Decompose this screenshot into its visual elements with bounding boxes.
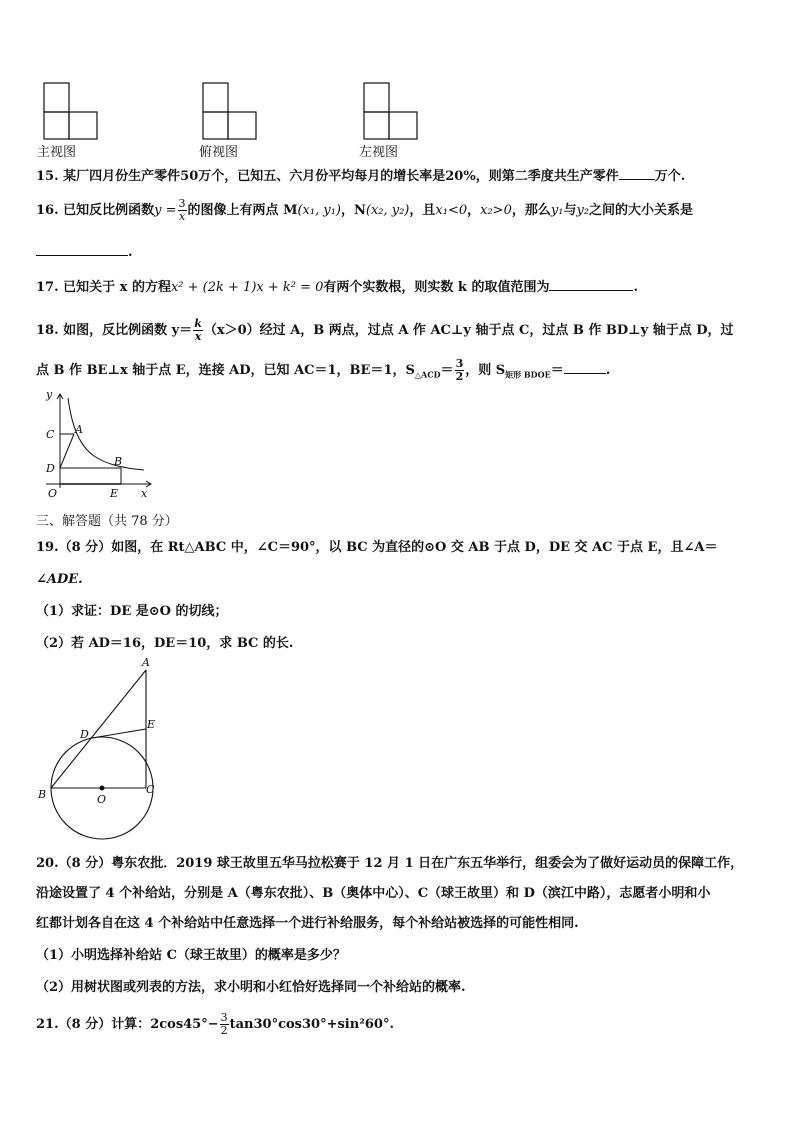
question-text: ，且 (409, 203, 436, 218)
question-18-line1 (36, 318, 734, 343)
question-number: 17. (36, 280, 59, 295)
question-text: 与 (563, 203, 577, 218)
question-20-line1: 20.（8 分）粤东农批．2019 球王故里五华马拉松赛于 12 月 1 日在广东五华举行，组委会为了做好运动员的保障工作， (36, 856, 744, 871)
question-20-line3: 红都计划各自在这 4 个补给站中任意选择一个进行补给服务，每个补给站被选择的可能性相同. (36, 916, 579, 931)
label-d: D (46, 462, 55, 475)
question-17 (36, 278, 638, 296)
condition-2: x₂>0 (480, 203, 512, 218)
q18-graph-figure (36, 388, 156, 500)
answer-blank (619, 167, 655, 180)
question-text-end: 万个. (654, 169, 686, 184)
point-m: (x₁, y₁) (297, 203, 341, 218)
label-b: B (114, 455, 123, 468)
front-view-label: 主视图 (37, 145, 77, 160)
top-view-figure (199, 80, 261, 142)
label-c: C (46, 428, 55, 441)
question-text: 点 B 作 BE⊥x 轴于点 E，连接 AD，已知 AC＝1，BE＝1，S (36, 363, 415, 378)
question-text: 已知反比例函数 (63, 203, 155, 218)
answer-blank (564, 361, 606, 374)
label-a: A (142, 656, 150, 669)
question-16 (36, 198, 693, 223)
period: . (128, 245, 133, 260)
question-19-line1: 19.（8 分）如图，在 Rt△ABC 中，∠C＝90°，以 BC 为直径的⊙O 交 AB 于点 D，DE 交 AC 于点 E，且∠A＝ (36, 540, 718, 555)
label-a: A (75, 423, 83, 436)
area-fraction: $\frac{3}{2}$ (455, 357, 464, 383)
question-text: 如图，反比例函数 y＝ (63, 323, 193, 338)
answer-blank (36, 243, 128, 256)
question-20-part2: （2）用树状图或列表的方法，求小明和小红恰好选择同一个补给站的概率. (36, 980, 466, 995)
equals: ＝ (440, 363, 454, 378)
center-dot (100, 786, 105, 791)
y2: y₂ (576, 203, 590, 218)
coefficient-fraction: $\frac{3}{2}$ (220, 1011, 228, 1037)
section-heading: 三、解答题（共 78 分） (36, 514, 178, 529)
label-b: B (38, 788, 47, 801)
condition-1: x₁<0 (435, 203, 468, 218)
question-text: 某厂四月份生产零件50万个，已知五、六月份平均每月的增长率是20%，则第二季度共生产零件 (63, 169, 619, 184)
q19-circle-figure (36, 656, 166, 841)
question-19-part2: （2）若 AD＝16，DE＝10，求 BC 的长. (36, 636, 294, 651)
question-text: 21.（8 分）计算：2cos45°− (36, 1017, 219, 1032)
label-o: O (97, 793, 107, 806)
label-c: C (146, 783, 155, 796)
question-text: tan30°cos30°+sin²60°. (229, 1017, 395, 1032)
question-number: 16. (36, 203, 59, 218)
question-20-line2: 沿途设置了 4 个补给站，分别是 A（粤东农批）、B（奥体中心）、C（球王故里）和 D（滨江中路），志愿者小明和小 (36, 886, 711, 901)
question-text: 之间的大小关系是 (589, 203, 694, 218)
label-e: E (147, 718, 156, 731)
label-e: E (110, 487, 119, 500)
function-lhs: y = (154, 203, 177, 218)
period: . (605, 363, 611, 378)
question-21 (36, 1012, 394, 1037)
segment-ad (60, 434, 74, 468)
label-d: D (80, 728, 89, 741)
question-text: ，则 S (465, 363, 506, 378)
question-text: 的图像上有两点 M (187, 203, 298, 218)
segment-de (92, 729, 146, 738)
function-fraction: $\frac{3}{x}$ (178, 197, 186, 223)
question-18-line2 (36, 358, 610, 383)
question-text: 已知关于 x 的方程 (63, 280, 171, 295)
question-text: （x＞0）经过 A，B 两点，过点 A 作 AC⊥y 轴于点 C，过点 B 作 BD⊥y 轴于点 D，过 (203, 323, 734, 338)
label-x: x (141, 487, 148, 500)
question-text: 有两个实数根，则实数 k 的取值范围为 (323, 280, 550, 295)
point-n: (x₂, y₂) (365, 203, 410, 218)
answer-blank (549, 278, 633, 291)
label-o: O (48, 487, 58, 500)
separator: ，N (340, 203, 366, 218)
question-20-part1: （1）小明选择补给站 C（球王故里）的概率是多少？ (36, 948, 346, 963)
segment-ab (51, 670, 146, 788)
question-15 (36, 167, 685, 185)
question-text: ，那么 (511, 203, 551, 218)
question-number: 15. (36, 169, 59, 184)
question-16-blank-line (36, 243, 133, 261)
separator: ， (467, 203, 481, 218)
left-view-figure (360, 80, 422, 142)
question-number: 18. (36, 323, 59, 338)
period: . (633, 280, 638, 295)
equals: ＝ (550, 363, 564, 378)
subscript-rect: 矩形 BDOE (505, 369, 551, 380)
label-y: y (46, 388, 53, 401)
question-19-part1: （1）求证：DE 是⊙O 的切线； (36, 604, 228, 619)
y1: y₁ (550, 203, 564, 218)
function-fraction: $\frac{k}{x}$ (194, 317, 202, 343)
subscript-acd: △ACD (414, 369, 441, 380)
equation: x² + (2k + 1)x + k² = 0 (170, 280, 324, 295)
top-view-label: 俯视图 (199, 145, 239, 160)
left-view-label: 左视图 (359, 145, 399, 160)
question-19-line2: ∠ADE. (36, 572, 83, 587)
front-view-figure (40, 80, 102, 142)
